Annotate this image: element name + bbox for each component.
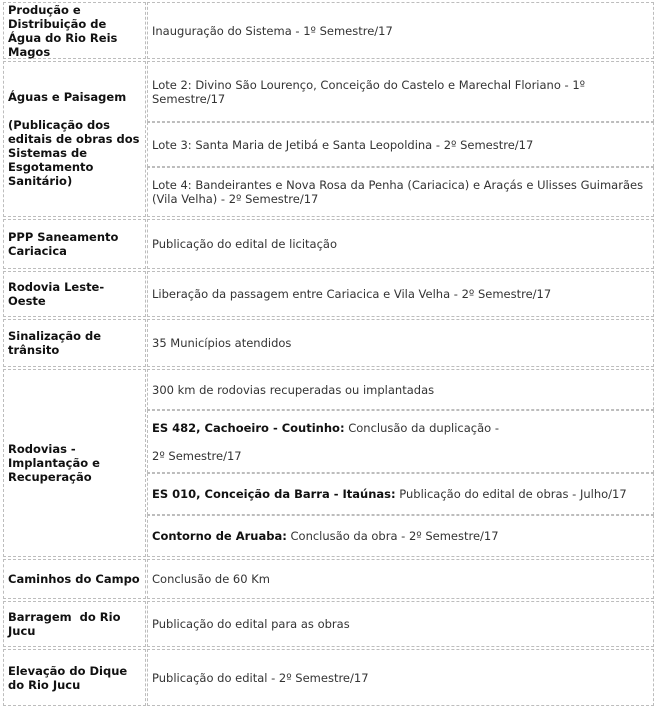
label-text: Rodovia Leste-Oeste	[8, 280, 105, 308]
row-label	[3, 219, 146, 269]
row-item	[147, 601, 654, 647]
row-item	[147, 61, 654, 122]
row-item	[147, 649, 654, 706]
item-text: 2º Semestre/17	[152, 448, 242, 463]
row-item	[147, 410, 654, 473]
item-text: 35 Municípios atendidos	[152, 336, 292, 350]
label-note: (Publicação dos editais de obras dos Sistemas de Esgotamento Sanitário)	[8, 118, 140, 188]
label-text: Águas e Paisagem	[8, 90, 127, 104]
row-item	[147, 167, 654, 217]
label-text: Sinalização de trânsito	[8, 329, 102, 357]
row-label	[3, 369, 146, 557]
row-item	[147, 122, 654, 167]
label-text: Barragem do Rio Jucu	[8, 610, 125, 638]
row-item	[147, 319, 654, 367]
row-item	[147, 473, 654, 515]
row-label	[3, 649, 146, 706]
item-bold: ES 482, Cachoeiro - Coutinho:	[152, 420, 345, 435]
row-label	[3, 271, 146, 317]
row-label	[3, 319, 146, 367]
item-text: Conclusão da duplicação -	[344, 420, 499, 435]
row-item	[147, 2, 654, 59]
row-item	[147, 515, 654, 557]
row-label	[3, 601, 146, 647]
label-text: Elevação do Dique do Rio Jucu	[8, 663, 128, 692]
row-item	[147, 219, 654, 269]
item-text: Liberação da passagem entre Cariacica e Vila Velha - 2º Semestre/17	[152, 287, 552, 301]
item-text: Publicação do edital de obras - Julho/17	[395, 487, 627, 501]
row-label	[3, 61, 146, 217]
item-text: Conclusão de 60 Km	[152, 572, 270, 586]
item-text: Lote 4: Bandeirantes e Nova Rosa da Penha (Cariacica) e Araçás e Ulisses Guimarães (Vila Velha) - 2º Semestre/17	[152, 178, 644, 206]
item-bold: ES 010, Conceição da Barra - Itaúnas:	[152, 487, 396, 501]
item-bold: Contorno de Aruaba:	[152, 529, 287, 543]
row-item	[147, 559, 654, 599]
row-item	[147, 271, 654, 317]
label-text: Produção e Distribuição de Água do Rio Reis Magos	[8, 2, 118, 59]
item-text: Publicação do edital de licitação	[152, 237, 338, 251]
row-item	[147, 369, 654, 410]
item-text: Inauguração do Sistema - 1º Semestre/17	[152, 23, 393, 38]
item-text: Lote 2: Divino São Lourenço, Conceição do Castelo e Marechal Floriano - 1º Semestre/17	[152, 77, 586, 106]
row-label	[3, 559, 146, 599]
label-text: Caminhos do Campo	[8, 572, 140, 586]
item-text: Conclusão da obra - 2º Semestre/17	[286, 529, 499, 543]
item-text: 300 km de rodovias recuperadas ou implantadas	[152, 382, 435, 397]
item-text: Publicação do edital para as obras	[152, 617, 350, 631]
item-text: Publicação do edital - 2º Semestre/17	[152, 670, 369, 685]
item-text: Lote 3: Santa Maria de Jetibá e Santa Leopoldina - 2º Semestre/17	[152, 137, 534, 152]
row-label	[3, 2, 146, 59]
label-text: PPP Saneamento Cariacica	[8, 230, 119, 258]
label-text: Rodovias - Implantação e Recuperação	[8, 442, 100, 484]
